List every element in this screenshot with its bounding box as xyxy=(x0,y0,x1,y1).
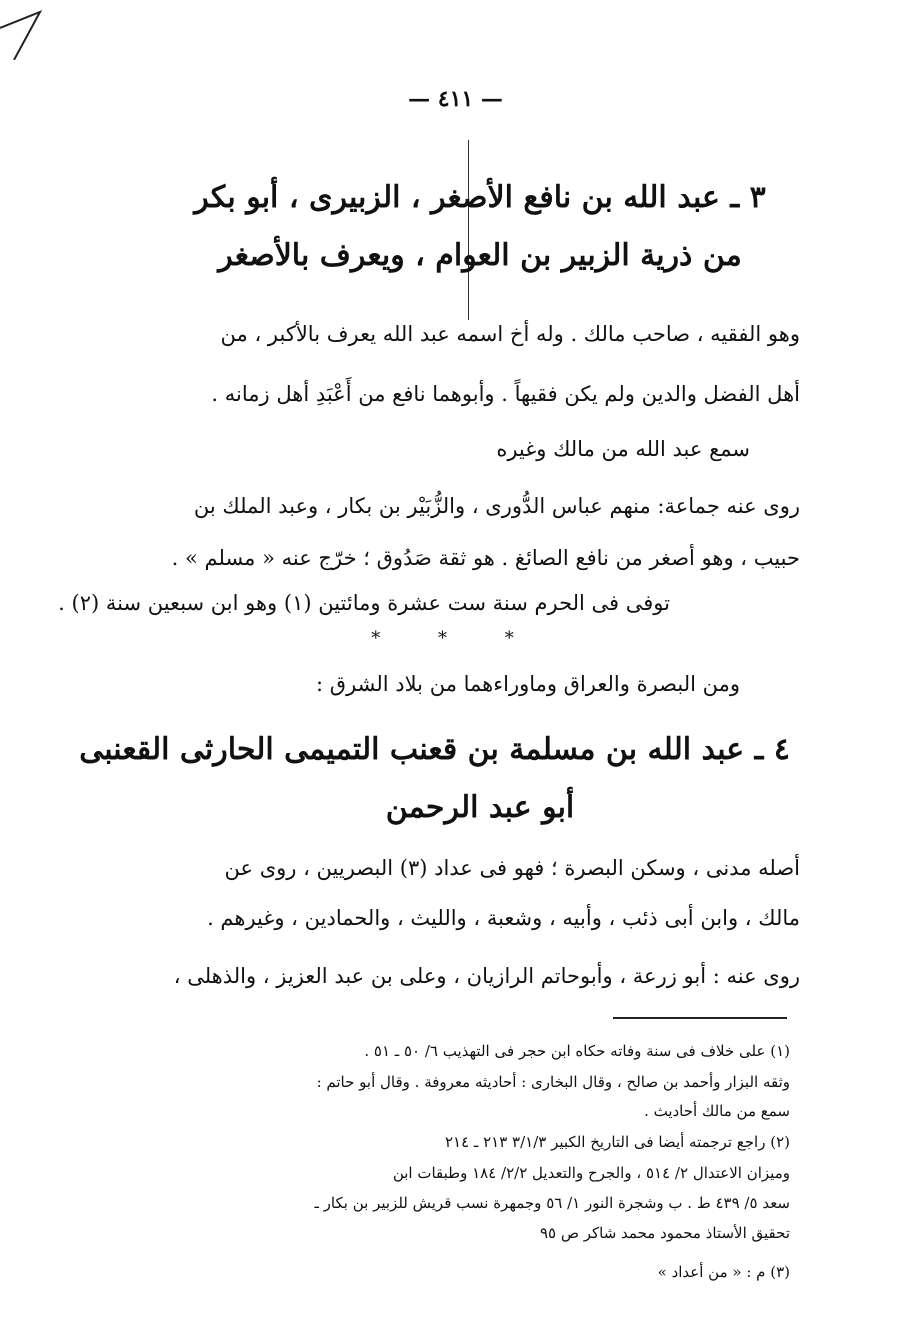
footnote-line: وميزان الاعتدال ٢/ ٥١٤ ، والجرح والتعديل ٢/٢/ ١٨٤ وطبقات ابن xyxy=(392,1164,790,1182)
section-separator: * * * xyxy=(371,628,540,649)
entry-3-text-line: حبيب ، وهو أصغر من نافع الصائغ . هو ثقة صَدُوق ؛ خرّج عنه « مسلم » . xyxy=(171,546,800,570)
scan-fold-line xyxy=(468,140,469,320)
section-intro: ومن البصرة والعراق وماوراءهما من بلاد الشرق : xyxy=(316,672,740,696)
footnote-line: سعد ٥/ ٤٣٩ ط . ب وشجرة النور ١/ ٥٦ وجمهرة نسب قريش للزبير بن بكار ـ xyxy=(314,1194,790,1212)
footnote-line: (٢) راجع ترجمته أيضا فى التاريخ الكبير ٣/١/٣ ٢١٣ ـ ٢١٤ xyxy=(444,1133,790,1151)
entry-3-title-line-2: من ذرية الزبير بن العوام ، ويعرف بالأصغر xyxy=(218,238,742,273)
footnote-line: (٣) م : « من أعداد » xyxy=(657,1263,790,1281)
entry-3-title-line-1: ٣ ـ عبد الله بن نافع الأصغر ، الزبيرى ، أبو بكر xyxy=(194,180,766,215)
page-number: — ٤١١ — xyxy=(408,86,503,112)
footnote-line: وثقه البزار وأحمد بن صالح ، وقال البخارى : أحاديثه معروفة . وقال أبو حاتم : xyxy=(316,1073,790,1091)
entry-3-text-line: أهل الفضل والدين ولم يكن فقيهاً . وأبوهما نافع من أَعْبَدِ أهل زمانه . xyxy=(211,382,800,406)
page-corner-mark xyxy=(0,0,50,60)
footnote-line: سمع من مالك أحاديث . xyxy=(644,1102,790,1120)
entry-4-title-line-2: أبو عبد الرحمن xyxy=(385,790,575,825)
footnote-rule xyxy=(613,1017,787,1019)
footnote-line: تحقيق الأستاذ محمود محمد شاكر ص ٩٥ xyxy=(539,1224,790,1242)
entry-4-text-line: روى عنه : أبو زرعة ، وأبوحاتم الرازيان ، وعلى بن عبد العزيز ، والذهلى ، xyxy=(173,964,800,988)
footnote-line: (١) على خلاف فى سنة وفاته حكاه ابن حجر فى التهذيب ٦/ ٥٠ ـ ٥١ . xyxy=(364,1042,790,1060)
entry-3-text-line: روى عنه جماعة: منهم عباس الدُّورى ، والزُّبَيْر بن بكار ، وعبد الملك بن xyxy=(193,494,800,518)
entry-4-text-line: مالك ، وابن أبى ذئب ، وأبيه ، وشعبة ، والليث ، والحمادين ، وغيرهم . xyxy=(207,906,800,930)
entry-4-text-line: أصله مدنى ، وسكن البصرة ؛ فهو فى عداد (٣) البصريين ، روى عن xyxy=(224,856,800,880)
entry-4-title-line-1: ٤ ـ عبد الله بن مسلمة بن قعنب التميمى الحارثى القعنبى xyxy=(79,732,790,767)
entry-3-text-line: وهو الفقيه ، صاحب مالك . وله أخ اسمه عبد الله يعرف بالأكبر ، من xyxy=(220,322,800,346)
entry-3-text-line: توفى فى الحرم سنة ست عشرة ومائتين (١) وهو ابن سبعين سنة (٢) . xyxy=(58,591,670,615)
entry-3-text-line: سمع عبد الله من مالك وغيره xyxy=(496,437,750,461)
